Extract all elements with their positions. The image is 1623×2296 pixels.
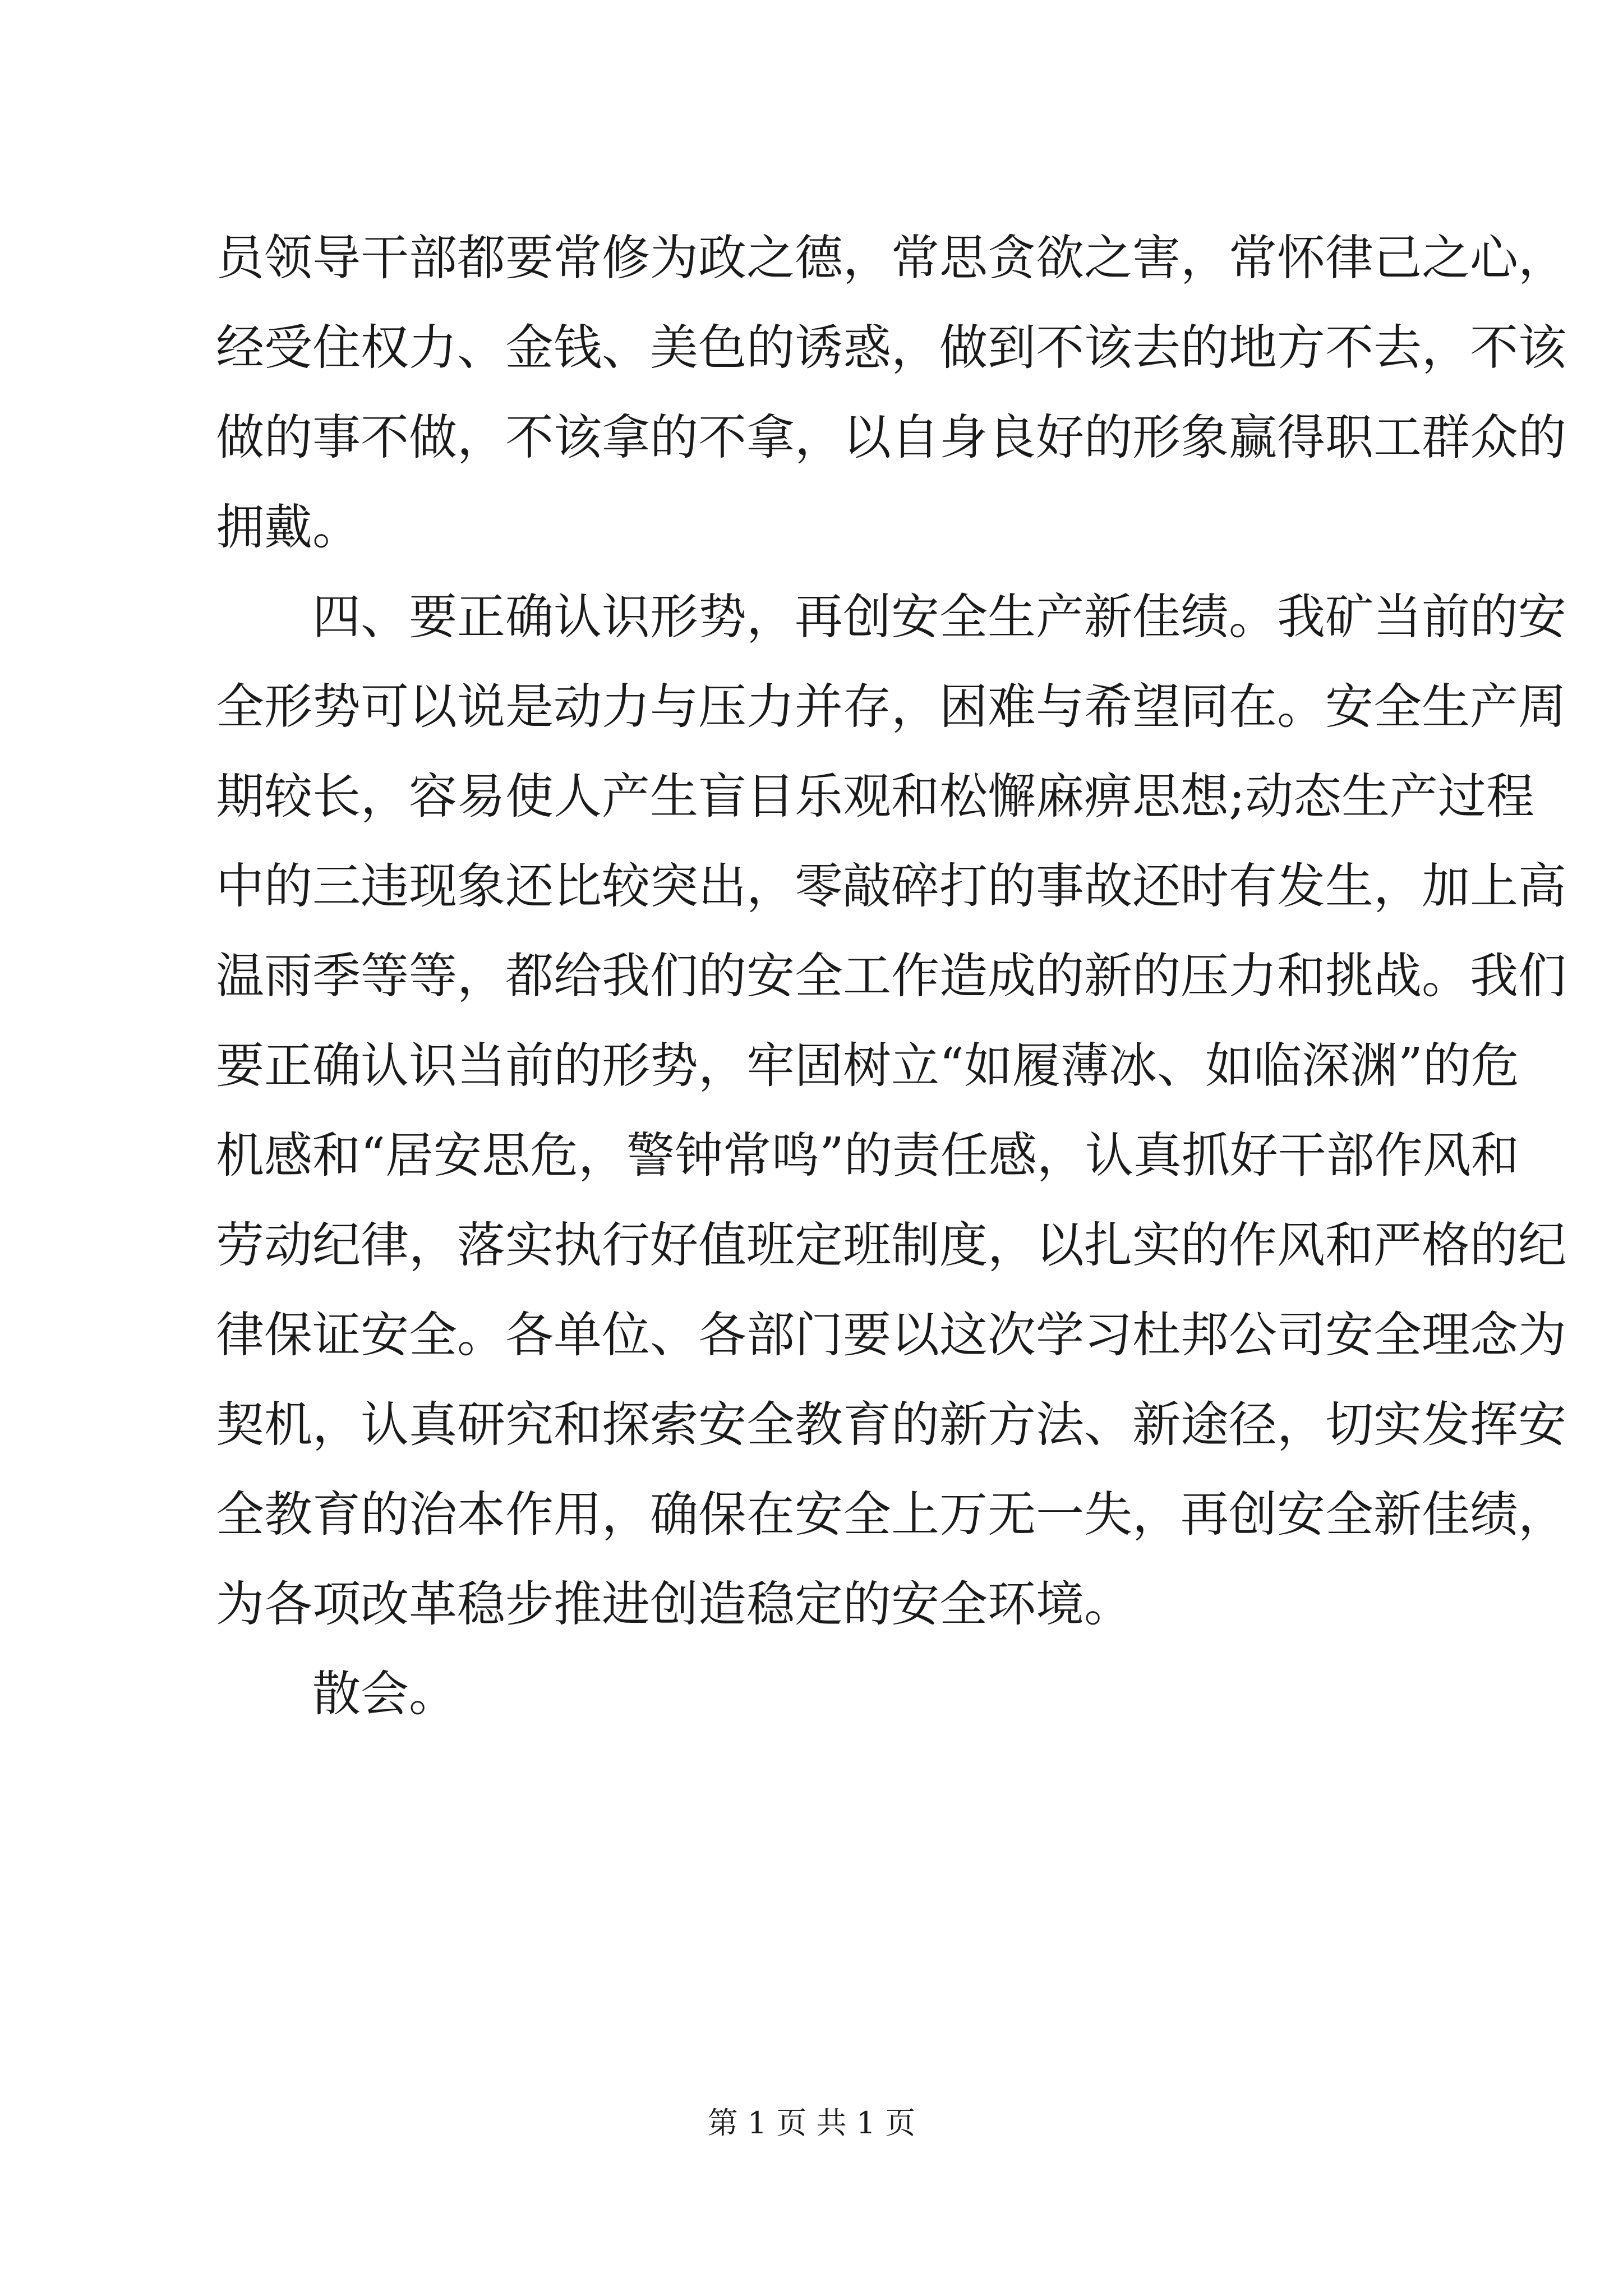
paragraph-line: 全教育的治本作用，确保在安全上万无一失，再创安全新佳绩， [216, 1487, 1566, 1543]
paragraph-line: 中的三违现象还比较突出，零敲碎打的事故还时有发生，加上高 [216, 858, 1566, 914]
paragraph-line: 散会。 [312, 1666, 457, 1722]
paragraph-line: 拥戴。 [216, 499, 361, 555]
paragraph-line: 员领导干部都要常修为政之德，常思贪欲之害，常怀律己之心， [216, 230, 1566, 286]
page-number-footer: 第 1 页 共 1 页 [707, 2105, 916, 2141]
paragraph-line: 劳动纪律，落实执行好值班定班制度，以扎实的作风和严格的纪 [216, 1217, 1566, 1273]
paragraph-line: 为各项改革稳步推进创造稳定的安全环境。 [216, 1576, 1132, 1632]
paragraph-line: 四、要正确认识形势，再创安全生产新佳绩。我矿当前的安 [312, 589, 1566, 645]
paragraph-line: 机感和“居安思危，警钟常鸣”的责任感，认真抓好干部作风和 [216, 1128, 1519, 1184]
paragraph-line: 做的事不做，不该拿的不拿，以自身良好的形象赢得职工群众的 [216, 409, 1566, 466]
paragraph-line: 律保证安全。各单位、各部门要以这次学习杜邦公司安全理念为 [216, 1307, 1566, 1363]
paragraph-line: 温雨季等等，都给我们的安全工作造成的新的压力和挑战。我们 [216, 948, 1566, 1004]
paragraph-line: 全形势可以说是动力与压力并存，困难与希望同在。安全生产周 [216, 679, 1566, 735]
paragraph-line: 契机，认真研究和探索安全教育的新方法、新途径，切实发挥安 [216, 1397, 1566, 1453]
paragraph-line: 经受住权力、金钱、美色的诱惑，做到不该去的地方不去，不该 [216, 320, 1566, 376]
paragraph-line: 期较长，容易使人产生盲目乐观和松懈麻痹思想;动态生产过程 [216, 769, 1534, 825]
paragraph-line: 要正确认识当前的形势，牢固树立“如履薄冰、如临深渊”的危 [216, 1038, 1519, 1094]
document-body [216, 213, 1566, 1739]
